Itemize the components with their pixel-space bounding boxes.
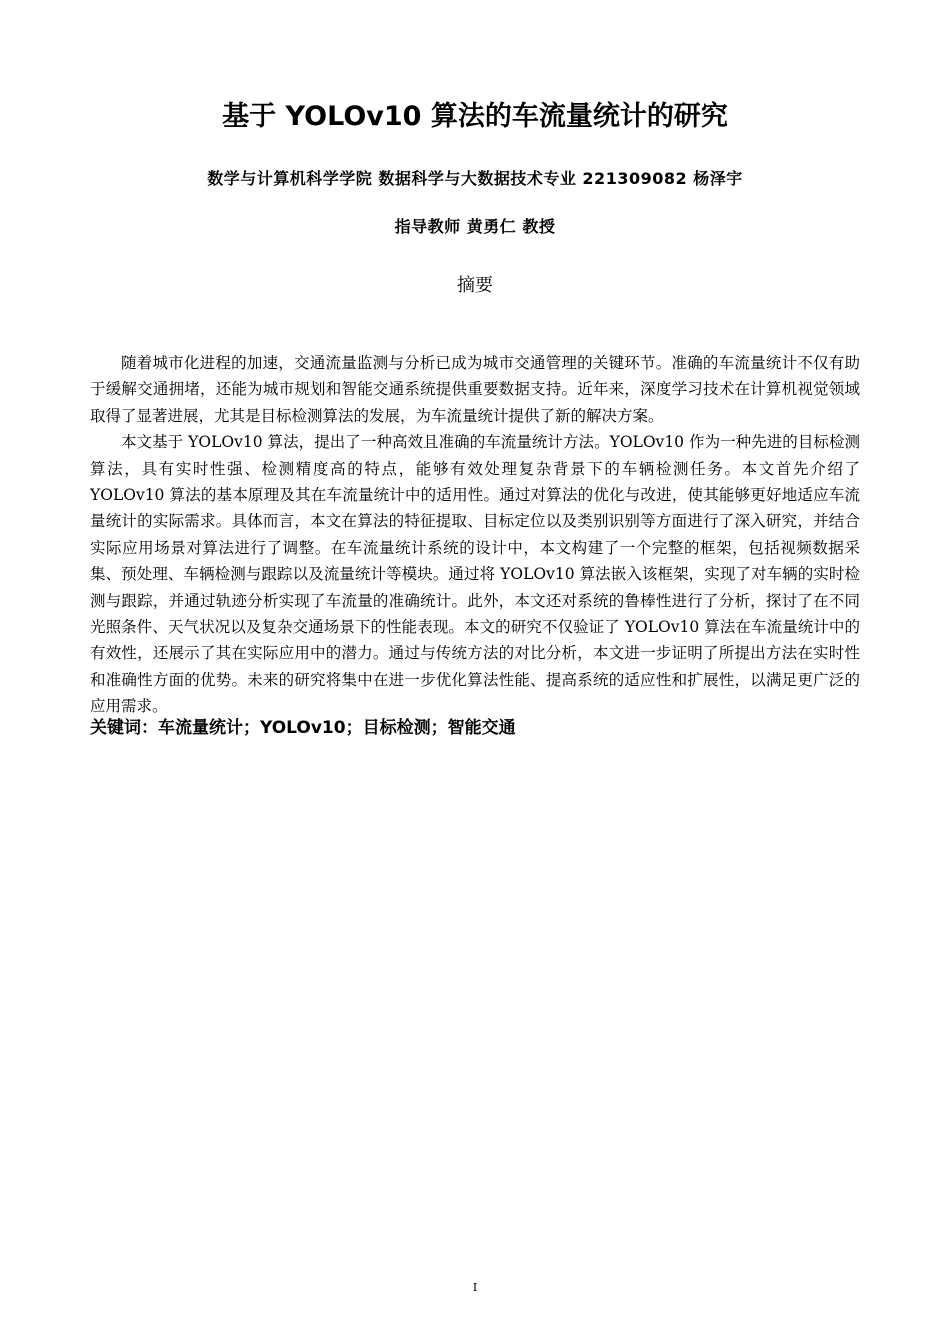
abstract-body: [90, 350, 860, 720]
abstract-heading: 摘要: [457, 275, 493, 296]
keywords: 关键词：车流量统计；YOLOv10；目标检测；智能交通: [90, 718, 516, 738]
author-info: 数学与计算机科学学院 数据科学与大数据技术专业 221309082 杨泽宇: [207, 169, 743, 188]
abstract-paragraph: 本文基于 YOLOv10 算法，提出了一种高效且准确的车流量统计方法。YOLOv10 作为一种先进的目标检测算法，具有实时性强、检测精度高的特点，能够有效处理复杂背景下的车辆检测任务。本文首先介绍了 YOLOv10 算法的基本原理及其在车流量统计中的适用性。通过对算法的优化与改进，使其能够更好地适应车流量统计的实际需求。具体而言，本文在算法的特征提取、目标定位以及类别识别等方面进行了深入研究，并结合实际应用场景对算法进行了调整。在车流量统计系统的设计中，本文构建了一个完整的框架，包括视频数据采集、预处理、车辆检测与跟踪以及流量统计等模块。通过将 YOLOv10 算法嵌入该框架，实现了对车辆的实时检测与跟踪，并通过轨迹分析实现了车流量的准确统计。此外，本文还对系统的鲁棒性进行了分析，探讨了在不同光照条件、天气状况以及复杂交通场景下的性能表现。本文的研究不仅验证了 YOLOv10 算法在车流量统计中的有效性，还展示了其在实际应用中的潜力。通过与传统方法的对比分析，本文进一步证明了所提出方法在实时性和准确性方面的优势。未来的研究将集中在进一步优化算法性能、提高系统的适应性和扩展性，以满足更广泛的应用需求。: [90, 433, 860, 716]
advisor-info: 指导教师 黄勇仁 教授: [394, 217, 556, 236]
paper-title: 基于 YOLOv10 算法的车流量统计的研究: [222, 101, 728, 132]
abstract-paragraph: 随着城市化进程的加速，交通流量监测与分析已成为城市交通管理的关键环节。准确的车流量统计不仅有助于缓解交通拥堵，还能为城市规划和智能交通系统提供重要数据支持。近年来，深度学习技术在计算机视觉领域取得了显著进展，尤其是目标检测算法的发展，为车流量统计提供了新的解决方案。: [90, 354, 860, 425]
page-number: I: [472, 1281, 478, 1294]
